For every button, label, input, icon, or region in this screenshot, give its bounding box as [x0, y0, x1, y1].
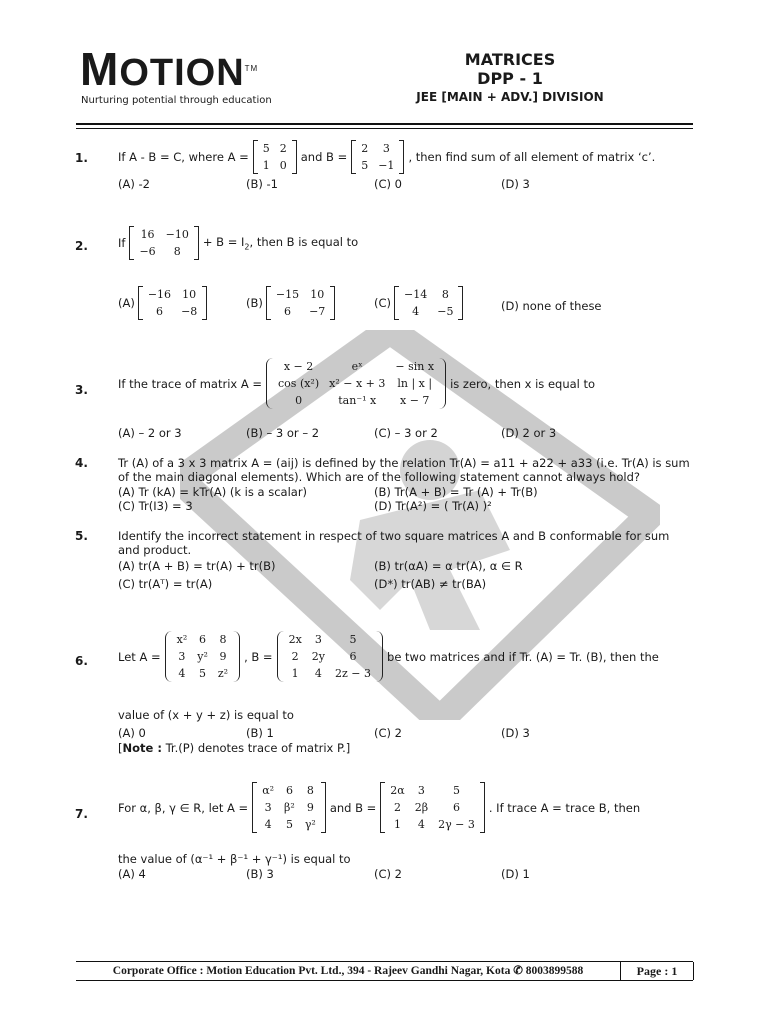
option: (C) 2 [374, 867, 402, 881]
matrix-cell: 8 [441, 288, 449, 301]
question-7: For α, β, γ ∈ R, let A = α² 6 8 3 β² 9 4 5 γ² and B = 2α 3 5 2 2β 6 1 4 2γ − 3 . If trace A = trace B, then [118, 784, 641, 831]
matrix-b [277, 631, 383, 682]
matrix-cell: 2x [288, 633, 302, 646]
question-number: 7. [75, 807, 88, 821]
matrix-cell: −15 [275, 288, 300, 301]
option-c: (C) tr(Aᵀ) = tr(A) [118, 577, 213, 591]
footer-divider-bottom [76, 980, 693, 981]
footer-office: Corporate Office : Motion Education Pvt. Ltd., 394 - Rajeev Gandhi Nagar, Kota ✆ 8003899588 [112, 965, 584, 977]
matrix-cell: −6 [139, 245, 156, 258]
page-title: MATRICES DPP - 1 [464, 50, 556, 88]
note: [Note : Tr.(P) denotes trace of matrix P.] [118, 741, 351, 755]
question-2: If 16 −10 −6 8 + $B = I_2$, then B is equal to [118, 228, 359, 258]
matrix-cell: 1 [262, 159, 270, 172]
page-number: Page : 1 [620, 962, 694, 980]
matrix-cell: 2γ − 3 [438, 818, 475, 831]
matrix-cell: 2β [414, 801, 429, 814]
option: (D) 3 [501, 726, 530, 740]
matrix-cell: 4 [417, 818, 425, 831]
matrix-cell: 5 [361, 159, 369, 172]
matrix-cell: 8 [306, 784, 314, 797]
option: (B) 1 [246, 726, 274, 740]
matrix-cell: x − 7 [400, 394, 430, 407]
matrix-cell: 2 [394, 801, 402, 814]
matrix-cell: 6 [199, 633, 207, 646]
matrix-cell: −7 [309, 305, 326, 318]
matrix-cell: 6 [283, 305, 291, 318]
question-7-line2: the value of (α⁻¹ + β⁻¹ + γ⁻¹) is equal to [118, 852, 351, 866]
option: (C) 2 [374, 726, 402, 740]
matrix-cell: 3 [264, 801, 272, 814]
matrix-cell: −5 [437, 305, 454, 318]
matrix-cell: 6 [452, 801, 460, 814]
matrix-cell: z² [217, 667, 229, 680]
option-c: (C) −14 8 4 −5 [374, 286, 463, 320]
header-divider [76, 123, 693, 125]
option: (C) 0 [374, 177, 402, 191]
matrix-cell: 5 [285, 818, 293, 831]
question-5-line1: Identify the incorrect statement in respect of two square matrices A and B conformable for sum [118, 529, 670, 543]
option: (B) 3 [246, 867, 274, 881]
matrix-cell: x − 2 [283, 360, 314, 373]
matrix-cell: −1 [378, 159, 395, 172]
option: (A) – 2 or 3 [118, 426, 182, 440]
option-b: (B) Tr(A + B) = Tr (A) + Tr(B) [374, 485, 538, 499]
option-a: (A) −16 10 6 −8 [118, 286, 207, 320]
question-1: If A - B = C, where A = 5 2 1 0 and B = 2 3 5 −1 , then find sum of all element of matrix ‘c’. [118, 142, 656, 172]
question-number: 3. [75, 383, 88, 397]
matrix-cell: 3 [314, 633, 322, 646]
matrix-cell: 5 [349, 633, 357, 646]
matrix-cell: ln | x | [397, 377, 433, 390]
matrix-cell: 2 [279, 142, 287, 155]
matrix-cell: 5 [199, 667, 207, 680]
question-number: 4. [75, 456, 88, 470]
matrix-cell: 2y [311, 650, 325, 663]
question-number: 1. [75, 151, 88, 165]
question-number: 2. [75, 239, 88, 253]
matrix-cell: tan⁻¹ x [338, 394, 377, 407]
matrix [266, 286, 335, 320]
question-5-line2: and product. [118, 543, 192, 557]
matrix-cell: 4 [412, 305, 420, 318]
option: (B) -1 [246, 177, 278, 191]
option-a: (A) tr(A + B) = tr(A) + tr(B) [118, 559, 276, 573]
matrix-cell: 9 [306, 801, 314, 814]
matrix-cell: −8 [181, 305, 198, 318]
matrix-cell: 5 [262, 142, 270, 155]
matrix-cell: x² − x + 3 [329, 377, 386, 390]
matrix-cell: −16 [147, 288, 172, 301]
question-number: 6. [75, 654, 88, 668]
matrix-cell: y² [197, 650, 208, 663]
matrix-cell: 6 [155, 305, 163, 318]
matrix-cell: 0 [279, 159, 287, 172]
matrix-cell: 0 [295, 394, 303, 407]
matrix-cell: 2 [361, 142, 369, 155]
option-a: (A) Tr (kA) = kTr(A) (k is a scalar) [118, 485, 308, 499]
question-number: 5. [75, 529, 88, 543]
matrix-cell: γ² [304, 818, 316, 831]
option: (D) 1 [501, 867, 530, 881]
option: (B) – 3 or – 2 [246, 426, 320, 440]
option: (A) -2 [118, 177, 150, 191]
matrix-cell: cos (x²) [278, 377, 320, 390]
option-d: (D*) tr(AB) ≠ tr(BA) [374, 577, 487, 591]
matrix-cell: 4 [264, 818, 272, 831]
matrix-b [380, 782, 485, 833]
matrix [138, 286, 207, 320]
option: (D) 3 [501, 177, 530, 191]
matrix [129, 226, 198, 260]
matrix-cell: −10 [165, 228, 189, 241]
matrix-cell: 3 [178, 650, 186, 663]
option: (A) 4 [118, 867, 146, 881]
matrix-a [253, 140, 297, 174]
matrix-cell: −14 [404, 288, 428, 301]
matrix-cell: 10 [310, 288, 325, 301]
option: (C) – 3 or 2 [374, 426, 438, 440]
option-d: (D) none of these [501, 299, 602, 313]
matrix-cell: 8 [173, 245, 181, 258]
option: (A) 0 [118, 726, 146, 740]
matrix-cell: 1 [394, 818, 402, 831]
matrix-cell: 6 [349, 650, 357, 663]
matrix-cell: 6 [285, 784, 293, 797]
matrix-a [266, 358, 446, 409]
option-d: (D) Tr(A²) = ( Tr(A) )² [374, 499, 492, 513]
matrix-cell: 5 [452, 784, 460, 797]
matrix-cell: β² [284, 801, 295, 814]
matrix-cell: 16 [140, 228, 155, 241]
option-c: (C) Tr(I3) = 3 [118, 499, 193, 513]
question-6-line2: value of (x + y + z) is equal to [118, 708, 294, 722]
question-3: If the trace of matrix A = x − 2 eˣ − sin x cos (x²) x² − x + 3 ln | x | 0 tan⁻¹ x x − 7 is zero, then x is equal to [118, 360, 596, 407]
matrix-cell: 4 [178, 667, 186, 680]
matrix-cell: 8 [219, 633, 227, 646]
matrix-cell: 3 [382, 142, 390, 155]
tagline: Nurturing potential through education [81, 95, 272, 106]
matrix [394, 286, 463, 320]
matrix-a [165, 631, 240, 682]
matrix-cell: 2 [291, 650, 299, 663]
header-divider-thin [76, 128, 693, 129]
question-4-line1: Tr (A) of a 3 x 3 matrix A = (aij) is defined by the relation Tr(A) = a11 + a22 + a33 (i.e. Tr(A) is sum [118, 456, 690, 470]
matrix-cell: x² [176, 633, 188, 646]
matrix-cell: 10 [182, 288, 197, 301]
matrix-b [351, 140, 404, 174]
matrix-cell: α² [262, 784, 275, 797]
option-b: (B) −15 10 6 −7 [246, 286, 335, 320]
option: (D) 2 or 3 [501, 426, 557, 440]
matrix-cell: eˣ [351, 360, 363, 373]
question-6: Let A = x² 6 8 3 y² 9 4 5 z² , B = 2x 3 5 2 2y 6 1 4 2z − 3 be two matrices and if Tr. (A) = Tr. (B), then the [118, 633, 659, 680]
matrix-a [252, 782, 326, 833]
division-label: JEE [MAIN + ADV.] DIVISION [416, 90, 604, 104]
option-b: (B) tr(αA) = α tr(A), α ∈ R [374, 559, 523, 573]
matrix-cell: 9 [219, 650, 227, 663]
matrix-cell: 3 [417, 784, 425, 797]
matrix-cell: 1 [291, 667, 299, 680]
matrix-cell: 2α [390, 784, 405, 797]
question-4-line2: of the main diagonal elements). Which are of the following statement cannot always hold? [118, 470, 641, 484]
matrix-cell: − sin x [395, 360, 435, 373]
motion-logo: MOTION™ [80, 43, 259, 95]
matrix-cell: 2z − 3 [335, 667, 372, 680]
matrix-cell: 4 [314, 667, 322, 680]
